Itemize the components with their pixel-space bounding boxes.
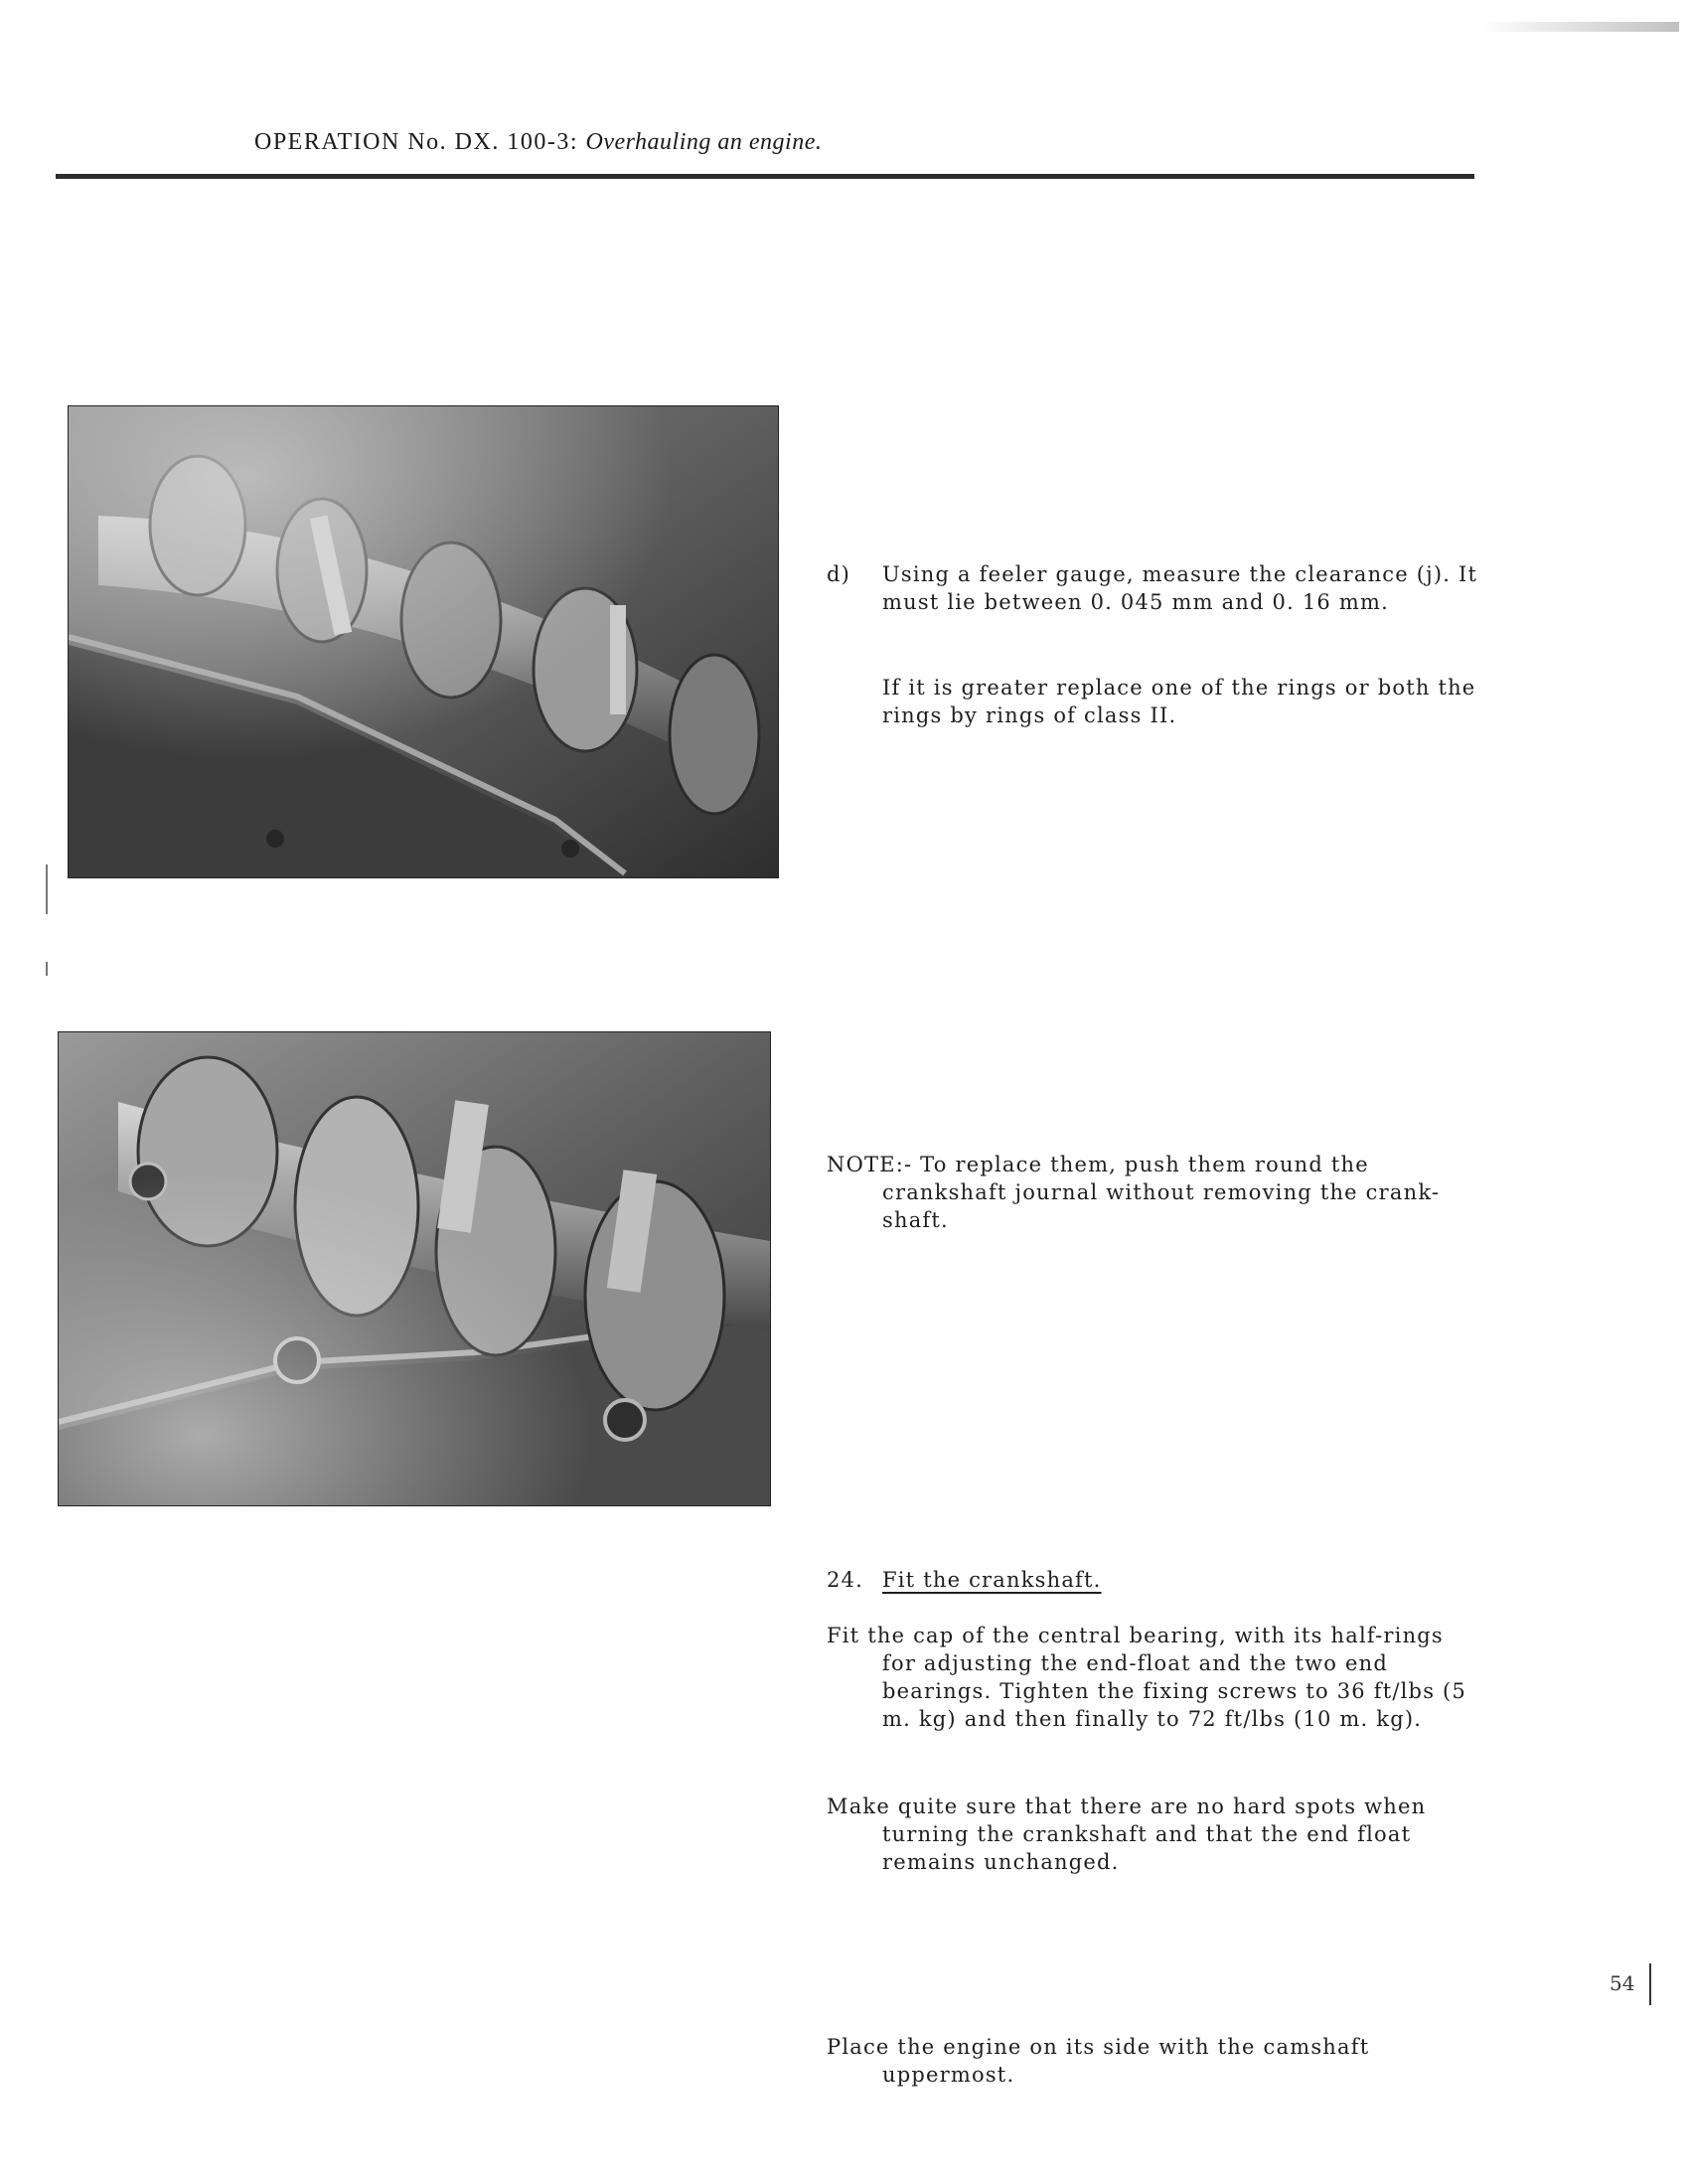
step-24-number: 24. [827, 1568, 863, 1592]
crankshaft-photo-1 [68, 405, 779, 878]
page-header [254, 129, 822, 156]
page-number: 54 [1610, 1971, 1635, 1995]
step-24-heading [827, 1566, 1102, 1594]
margin-mark [46, 962, 48, 976]
margin-mark [46, 864, 48, 914]
operation-number: OPERATION No. DX. 100-3: [254, 129, 578, 155]
page-number-rule [1649, 1963, 1651, 2005]
header-rule [56, 174, 1474, 179]
crankshaft-photo-icon [59, 1032, 770, 1505]
operation-title: Overhauling an engine. [585, 129, 823, 155]
step-d-followup: If it is greater replace one of the rings or both the rings by rings of class II. [882, 676, 1476, 727]
step-24-paragraph-3: Place the engine on its side with the camshaft uppermost. [827, 2035, 1370, 2087]
scan-artifact [1480, 22, 1679, 32]
step-24-paragraph-1: Fit the cap of the central bearing, with its half-rings for adjusting the end-float and the two end bearings. Tighten the fixing screws to 36 ft/lbs (5 m. kg) and then finally to 72 ft/lbs (10 m. kg). [827, 1624, 1466, 1731]
note-paragraph: NOTE:- To replace them, push them round the crankshaft journal without removing the crank-shaft. [827, 1153, 1441, 1232]
step-d-text: Using a feeler gauge, measure the clearance (j). It must lie between 0. 045 mm and 0. 16 mm. [882, 562, 1478, 614]
crankshaft-photo-icon [69, 406, 778, 877]
step-d-marker: d) [827, 562, 851, 586]
crankshaft-photo-2 [58, 1031, 771, 1506]
step-24-paragraph-2: Make quite sure that there are no hard spots when turning the crankshaft and that the end float remains unchanged. [827, 1794, 1427, 1874]
step-24-title: Fit the crankshaft. [882, 1568, 1102, 1592]
